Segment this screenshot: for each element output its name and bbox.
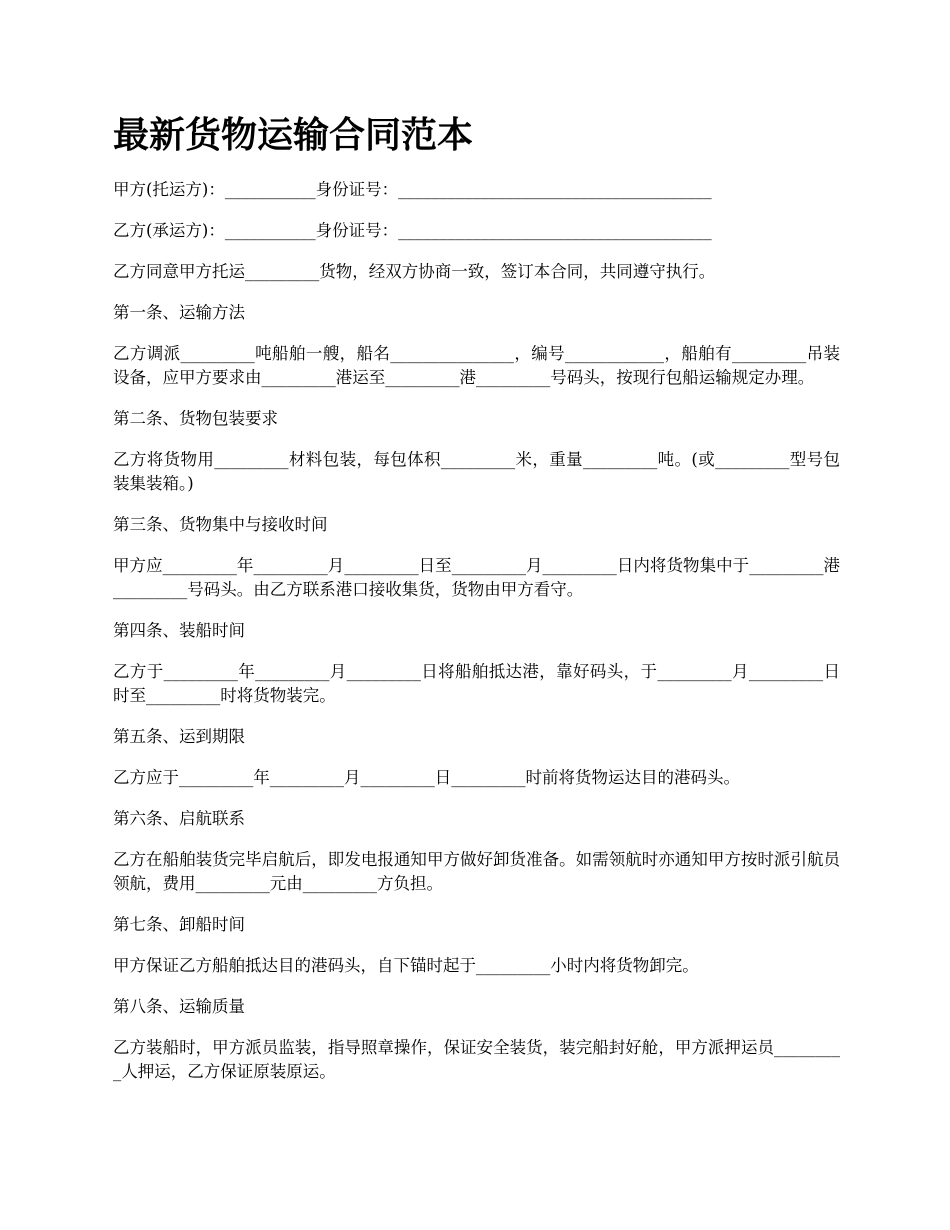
article-4-heading: 第四条、装船时间 xyxy=(113,621,245,640)
document-title: 最新货物运输合同范本 xyxy=(113,114,474,156)
article-6-heading: 第六条、启航联系 xyxy=(113,809,245,828)
article-7-heading: 第七条、卸船时间 xyxy=(113,915,245,934)
article-5-body: 乙方应于_________年_________月_________日_________时前将货物运达目的港码头。 xyxy=(113,768,740,787)
article-1-heading: 第一条、运输方法 xyxy=(113,303,245,322)
article-4-body: 乙方于_________年_________月_________日将船舶抵达港，靠好码头，于_________月_________日时至_________时将货物装完。 xyxy=(113,662,840,705)
document-page xyxy=(113,112,840,1101)
article-8-heading: 第八条、运输质量 xyxy=(113,997,245,1016)
article-5-heading: 第五条、运到期限 xyxy=(113,727,245,746)
article-3-heading: 第三条、货物集中与接收时间 xyxy=(113,515,328,534)
article-2-body: 乙方将货物用_________材料包装，每包体积_________米，重量_________吨。(或_________型号包装集装箱。) xyxy=(113,450,840,493)
article-3-body: 甲方应_________年_________月_________日至_________月_________日内将货物集中于_________港_________号码头。由乙方联系港口接收集货，货物由甲方看守。 xyxy=(113,556,840,599)
agreement-intro: 乙方同意甲方托运_________货物，经双方协商一致，签订本合同，共同遵守执行。 xyxy=(113,262,716,281)
article-6-body: 乙方在船舶装货完毕启航后，即发电报通知甲方做好卸货准备。如需领航时亦通知甲方按时派引航员领航，费用_________元由_________方负担。 xyxy=(113,850,840,893)
party-a-line: 甲方(托运方)：___________身份证号：______________________________________ xyxy=(113,180,712,199)
article-8-body: 乙方装船时，甲方派员监装，指导照章操作，保证安全装货，装完船封好舱，甲方派押运员_________人押运，乙方保证原装原运。 xyxy=(113,1038,840,1081)
party-b-line: 乙方(承运方)：___________身份证号：______________________________________ xyxy=(113,221,712,240)
article-7-body: 甲方保证乙方船舶抵达目的港码头，自下锚时起于_________小时内将货物卸完。 xyxy=(113,956,699,975)
article-1-body: 乙方调派_________吨船舶一艘，船名_______________，编号____________，船舶有_________吊装设备，应甲方要求由_________港运至_________港_________号码头，按现行包船运输规定办理。 xyxy=(113,344,840,387)
article-2-heading: 第二条、货物包装要求 xyxy=(113,409,278,428)
